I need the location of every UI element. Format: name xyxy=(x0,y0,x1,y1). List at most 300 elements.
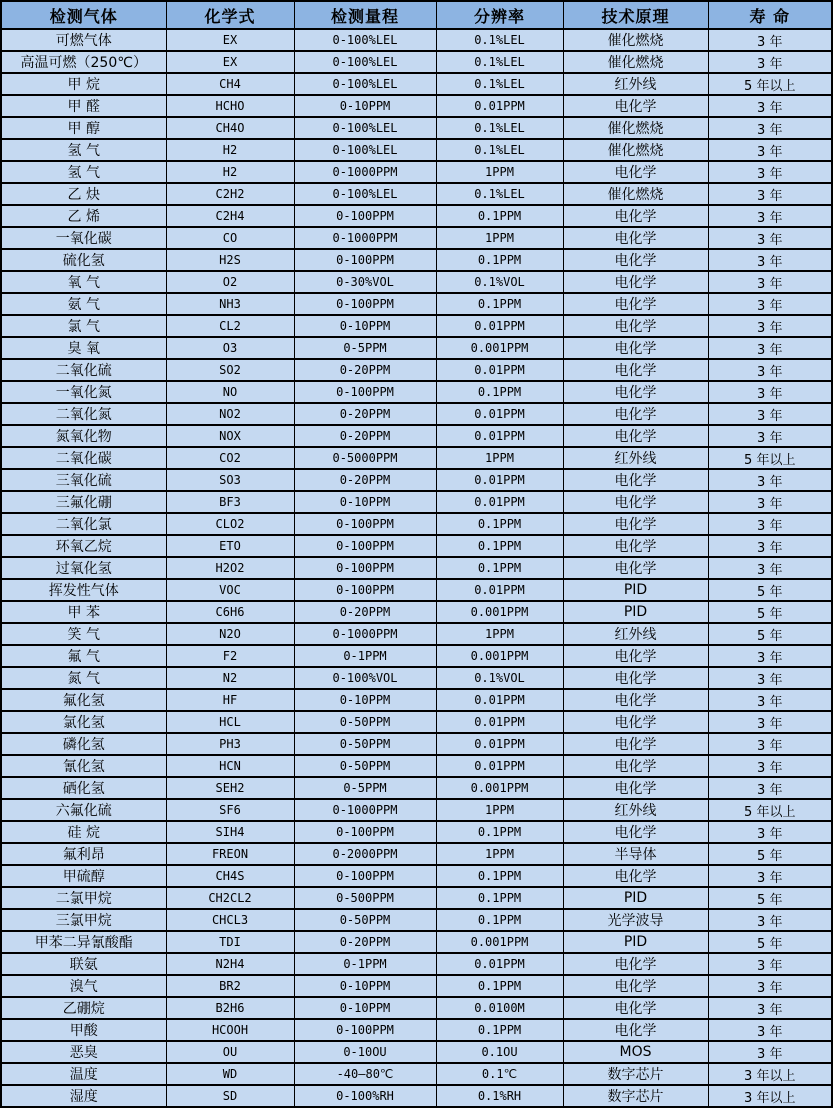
table-row xyxy=(1,51,832,73)
cell-formula: N2O xyxy=(166,623,294,645)
cell-gas: 氨 气 xyxy=(1,293,166,315)
cell-principle: 电化学 xyxy=(563,271,708,293)
cell-range: 0-100PPM xyxy=(294,381,436,403)
cell-formula: CH2CL2 xyxy=(166,887,294,909)
cell-resolution: 0.0100M xyxy=(436,997,563,1019)
column-header-gas: 检测气体 xyxy=(1,1,166,29)
cell-life: 3 年 xyxy=(708,51,832,73)
column-header-life: 寿 命 xyxy=(708,1,832,29)
cell-formula: NOX xyxy=(166,425,294,447)
cell-formula: HCHO xyxy=(166,95,294,117)
cell-range: 0-1000PPM xyxy=(294,623,436,645)
cell-formula: F2 xyxy=(166,645,294,667)
cell-gas: 甲 醇 xyxy=(1,117,166,139)
cell-range: 0-100%VOL xyxy=(294,667,436,689)
table-row xyxy=(1,1019,832,1041)
cell-resolution: 0.01PPM xyxy=(436,403,563,425)
cell-gas: 氮氧化物 xyxy=(1,425,166,447)
cell-gas: 温度 xyxy=(1,1063,166,1085)
cell-range: 0-100PPM xyxy=(294,821,436,843)
table-row xyxy=(1,1063,832,1085)
cell-resolution: 0.1%VOL xyxy=(436,271,563,293)
cell-range: 0-100%RH xyxy=(294,1085,436,1107)
cell-range: 0-100PPM xyxy=(294,557,436,579)
cell-life: 5 年以上 xyxy=(708,447,832,469)
cell-formula: N2 xyxy=(166,667,294,689)
cell-life: 3 年 xyxy=(708,689,832,711)
cell-gas: 甲苯二异氰酸酯 xyxy=(1,931,166,953)
cell-gas: 溴气 xyxy=(1,975,166,997)
table-header xyxy=(1,1,832,29)
cell-principle: 电化学 xyxy=(563,667,708,689)
cell-gas: 氢 气 xyxy=(1,161,166,183)
cell-gas: 二氧化氮 xyxy=(1,403,166,425)
cell-resolution: 1PPM xyxy=(436,161,563,183)
cell-principle: 电化学 xyxy=(563,403,708,425)
cell-range: 0-1PPM xyxy=(294,953,436,975)
cell-range: 0-10PPM xyxy=(294,689,436,711)
cell-principle: 电化学 xyxy=(563,1019,708,1041)
cell-resolution: 0.1PPM xyxy=(436,293,563,315)
table-row xyxy=(1,865,832,887)
cell-range: 0-100%LEL xyxy=(294,73,436,95)
cell-life: 3 年 xyxy=(708,755,832,777)
cell-principle: 电化学 xyxy=(563,821,708,843)
cell-range: 0-500PPM xyxy=(294,887,436,909)
cell-formula: N2H4 xyxy=(166,953,294,975)
cell-principle: PID xyxy=(563,887,708,909)
cell-gas: 过氧化氢 xyxy=(1,557,166,579)
table-row xyxy=(1,73,832,95)
cell-principle: 电化学 xyxy=(563,953,708,975)
cell-resolution: 0.1%LEL xyxy=(436,73,563,95)
cell-range: 0-100%LEL xyxy=(294,183,436,205)
table-row xyxy=(1,777,832,799)
cell-principle: 催化燃烧 xyxy=(563,183,708,205)
table-row xyxy=(1,755,832,777)
table-row xyxy=(1,535,832,557)
cell-formula: EX xyxy=(166,51,294,73)
cell-formula: WD xyxy=(166,1063,294,1085)
cell-principle: 电化学 xyxy=(563,535,708,557)
column-header-formula: 化学式 xyxy=(166,1,294,29)
table-row xyxy=(1,95,832,117)
cell-range: 0-20PPM xyxy=(294,601,436,623)
cell-formula: HCOOH xyxy=(166,1019,294,1041)
cell-principle: 电化学 xyxy=(563,249,708,271)
cell-resolution: 0.01PPM xyxy=(436,579,563,601)
table-row xyxy=(1,381,832,403)
table-row xyxy=(1,337,832,359)
cell-formula: HCL xyxy=(166,711,294,733)
cell-gas: 乙 烯 xyxy=(1,205,166,227)
table-row xyxy=(1,733,832,755)
table-row xyxy=(1,579,832,601)
cell-formula: NO xyxy=(166,381,294,403)
cell-resolution: 1PPM xyxy=(436,447,563,469)
cell-resolution: 0.1PPM xyxy=(436,887,563,909)
cell-life: 3 年 xyxy=(708,777,832,799)
cell-life: 3 年以上 xyxy=(708,1063,832,1085)
cell-principle: 红外线 xyxy=(563,623,708,645)
cell-range: 0-10OU xyxy=(294,1041,436,1063)
header-row xyxy=(1,1,832,29)
cell-formula: SD xyxy=(166,1085,294,1107)
cell-gas: 氯 气 xyxy=(1,315,166,337)
table-row xyxy=(1,227,832,249)
cell-principle: PID xyxy=(563,601,708,623)
cell-life: 3 年 xyxy=(708,139,832,161)
cell-life: 3 年 xyxy=(708,337,832,359)
cell-resolution: 0.1%VOL xyxy=(436,667,563,689)
cell-principle: 红外线 xyxy=(563,799,708,821)
cell-life: 3 年以上 xyxy=(708,1085,832,1107)
table-row xyxy=(1,557,832,579)
cell-life: 5 年 xyxy=(708,623,832,645)
table-row xyxy=(1,799,832,821)
cell-gas: 甲 苯 xyxy=(1,601,166,623)
cell-gas: 氮 气 xyxy=(1,667,166,689)
table-row xyxy=(1,271,832,293)
cell-resolution: 0.01PPM xyxy=(436,733,563,755)
cell-resolution: 0.1PPM xyxy=(436,975,563,997)
cell-resolution: 0.1PPM xyxy=(436,381,563,403)
cell-principle: 电化学 xyxy=(563,711,708,733)
cell-resolution: 0.1%RH xyxy=(436,1085,563,1107)
cell-resolution: 1PPM xyxy=(436,799,563,821)
cell-resolution: 0.01PPM xyxy=(436,469,563,491)
cell-life: 3 年 xyxy=(708,469,832,491)
cell-principle: 电化学 xyxy=(563,689,708,711)
cell-life: 3 年 xyxy=(708,975,832,997)
cell-gas: 甲酸 xyxy=(1,1019,166,1041)
cell-life: 3 年 xyxy=(708,227,832,249)
cell-life: 3 年 xyxy=(708,359,832,381)
cell-principle: 电化学 xyxy=(563,337,708,359)
cell-gas: 湿度 xyxy=(1,1085,166,1107)
cell-life: 5 年 xyxy=(708,579,832,601)
cell-gas: 乙硼烷 xyxy=(1,997,166,1019)
cell-resolution: 0.001PPM xyxy=(436,337,563,359)
table-row xyxy=(1,469,832,491)
cell-life: 3 年 xyxy=(708,711,832,733)
cell-life: 5 年以上 xyxy=(708,799,832,821)
cell-range: 0-10PPM xyxy=(294,315,436,337)
cell-gas: 笑 气 xyxy=(1,623,166,645)
cell-resolution: 0.1PPM xyxy=(436,205,563,227)
cell-range: 0-100%LEL xyxy=(294,139,436,161)
cell-principle: 半导体 xyxy=(563,843,708,865)
cell-life: 5 年 xyxy=(708,843,832,865)
cell-life: 3 年 xyxy=(708,667,832,689)
cell-principle: 电化学 xyxy=(563,733,708,755)
cell-principle: 电化学 xyxy=(563,381,708,403)
cell-gas: 硒化氢 xyxy=(1,777,166,799)
cell-gas: 氟化氢 xyxy=(1,689,166,711)
cell-life: 3 年 xyxy=(708,381,832,403)
cell-formula: TDI xyxy=(166,931,294,953)
cell-formula: CH4O xyxy=(166,117,294,139)
cell-gas: 二氧化硫 xyxy=(1,359,166,381)
cell-formula: BF3 xyxy=(166,491,294,513)
cell-range: 0-10PPM xyxy=(294,491,436,513)
cell-formula: ETO xyxy=(166,535,294,557)
cell-formula: HCN xyxy=(166,755,294,777)
cell-resolution: 0.1%LEL xyxy=(436,117,563,139)
cell-resolution: 0.01PPM xyxy=(436,755,563,777)
cell-range: 0-1000PPM xyxy=(294,799,436,821)
cell-range: 0-10PPM xyxy=(294,95,436,117)
cell-life: 3 年 xyxy=(708,293,832,315)
cell-resolution: 0.1PPM xyxy=(436,1019,563,1041)
cell-life: 3 年 xyxy=(708,29,832,51)
table-row xyxy=(1,29,832,51)
cell-formula: SO2 xyxy=(166,359,294,381)
cell-resolution: 0.1PPM xyxy=(436,535,563,557)
cell-gas: 三氯甲烷 xyxy=(1,909,166,931)
cell-principle: 催化燃烧 xyxy=(563,51,708,73)
cell-resolution: 0.01PPM xyxy=(436,425,563,447)
cell-resolution: 0.1%LEL xyxy=(436,29,563,51)
cell-gas: 乙 炔 xyxy=(1,183,166,205)
cell-principle: 电化学 xyxy=(563,865,708,887)
table-row xyxy=(1,843,832,865)
cell-life: 3 年 xyxy=(708,821,832,843)
cell-formula: CL2 xyxy=(166,315,294,337)
cell-gas: 二氧化氯 xyxy=(1,513,166,535)
cell-life: 3 年 xyxy=(708,997,832,1019)
cell-range: 0-100PPM xyxy=(294,579,436,601)
cell-range: 0-10PPM xyxy=(294,997,436,1019)
cell-formula: FREON xyxy=(166,843,294,865)
cell-gas: 硫化氢 xyxy=(1,249,166,271)
cell-resolution: 0.01PPM xyxy=(436,315,563,337)
cell-formula: VOC xyxy=(166,579,294,601)
cell-gas: 可燃气体 xyxy=(1,29,166,51)
cell-resolution: 0.1%LEL xyxy=(436,51,563,73)
cell-life: 3 年 xyxy=(708,1019,832,1041)
cell-range: 0-50PPM xyxy=(294,711,436,733)
cell-range: 0-100%LEL xyxy=(294,117,436,139)
cell-resolution: 0.1℃ xyxy=(436,1063,563,1085)
table-row xyxy=(1,293,832,315)
cell-principle: 电化学 xyxy=(563,557,708,579)
cell-formula: SF6 xyxy=(166,799,294,821)
table-row xyxy=(1,491,832,513)
cell-range: 0-20PPM xyxy=(294,359,436,381)
cell-range: 0-100PPM xyxy=(294,535,436,557)
cell-principle: 红外线 xyxy=(563,73,708,95)
cell-life: 3 年 xyxy=(708,403,832,425)
column-header-range: 检测量程 xyxy=(294,1,436,29)
cell-formula: H2 xyxy=(166,161,294,183)
table-row xyxy=(1,931,832,953)
table-row xyxy=(1,139,832,161)
cell-formula: O3 xyxy=(166,337,294,359)
cell-principle: 红外线 xyxy=(563,447,708,469)
cell-resolution: 0.01PPM xyxy=(436,953,563,975)
cell-range: 0-30%VOL xyxy=(294,271,436,293)
cell-life: 3 年 xyxy=(708,557,832,579)
cell-life: 5 年 xyxy=(708,887,832,909)
cell-formula: CO xyxy=(166,227,294,249)
cell-life: 5 年 xyxy=(708,601,832,623)
cell-formula: H2 xyxy=(166,139,294,161)
cell-resolution: 0.1PPM xyxy=(436,821,563,843)
cell-resolution: 0.001PPM xyxy=(436,931,563,953)
table-row xyxy=(1,975,832,997)
cell-gas: 磷化氢 xyxy=(1,733,166,755)
cell-formula: CLO2 xyxy=(166,513,294,535)
cell-principle: 电化学 xyxy=(563,755,708,777)
cell-range: 0-50PPM xyxy=(294,755,436,777)
cell-range: 0-5PPM xyxy=(294,777,436,799)
cell-principle: 电化学 xyxy=(563,205,708,227)
cell-resolution: 0.01PPM xyxy=(436,95,563,117)
cell-life: 5 年 xyxy=(708,931,832,953)
cell-principle: 催化燃烧 xyxy=(563,139,708,161)
cell-life: 3 年 xyxy=(708,733,832,755)
column-header-principle: 技术原理 xyxy=(563,1,708,29)
cell-formula: OU xyxy=(166,1041,294,1063)
cell-life: 3 年 xyxy=(708,315,832,337)
cell-formula: SO3 xyxy=(166,469,294,491)
cell-gas: 三氟化硼 xyxy=(1,491,166,513)
cell-range: 0-10PPM xyxy=(294,975,436,997)
cell-gas: 甲硫醇 xyxy=(1,865,166,887)
cell-range: 0-50PPM xyxy=(294,909,436,931)
cell-range: 0-1PPM xyxy=(294,645,436,667)
table-row xyxy=(1,601,832,623)
cell-range: 0-100PPM xyxy=(294,293,436,315)
cell-resolution: 0.1OU xyxy=(436,1041,563,1063)
cell-formula: CO2 xyxy=(166,447,294,469)
cell-gas: 氢 气 xyxy=(1,139,166,161)
cell-range: 0-20PPM xyxy=(294,931,436,953)
cell-formula: SIH4 xyxy=(166,821,294,843)
cell-gas: 环氧乙烷 xyxy=(1,535,166,557)
table-row xyxy=(1,623,832,645)
cell-gas: 高温可燃（250℃） xyxy=(1,51,166,73)
table-row xyxy=(1,909,832,931)
cell-formula: O2 xyxy=(166,271,294,293)
cell-range: 0-50PPM xyxy=(294,733,436,755)
cell-principle: 电化学 xyxy=(563,425,708,447)
cell-life: 5 年以上 xyxy=(708,73,832,95)
cell-resolution: 0.001PPM xyxy=(436,601,563,623)
cell-gas: 氰化氢 xyxy=(1,755,166,777)
cell-resolution: 0.1PPM xyxy=(436,513,563,535)
table-row xyxy=(1,1085,832,1107)
cell-gas: 六氟化硫 xyxy=(1,799,166,821)
table-row xyxy=(1,447,832,469)
cell-principle: 电化学 xyxy=(563,491,708,513)
table-row xyxy=(1,667,832,689)
table-row xyxy=(1,711,832,733)
cell-life: 3 年 xyxy=(708,425,832,447)
cell-formula: C2H2 xyxy=(166,183,294,205)
cell-principle: 数字芯片 xyxy=(563,1063,708,1085)
cell-range: 0-100PPM xyxy=(294,249,436,271)
cell-principle: 催化燃烧 xyxy=(563,117,708,139)
cell-resolution: 0.01PPM xyxy=(436,359,563,381)
cell-range: -40—80℃ xyxy=(294,1063,436,1085)
cell-gas: 一氧化氮 xyxy=(1,381,166,403)
table-row xyxy=(1,249,832,271)
cell-formula: SEH2 xyxy=(166,777,294,799)
cell-formula: HF xyxy=(166,689,294,711)
cell-principle: 电化学 xyxy=(563,469,708,491)
cell-range: 0-100PPM xyxy=(294,1019,436,1041)
cell-range: 0-20PPM xyxy=(294,469,436,491)
cell-principle: MOS xyxy=(563,1041,708,1063)
cell-principle: 电化学 xyxy=(563,95,708,117)
cell-formula: NO2 xyxy=(166,403,294,425)
cell-formula: C6H6 xyxy=(166,601,294,623)
cell-principle: 电化学 xyxy=(563,293,708,315)
cell-principle: 催化燃烧 xyxy=(563,29,708,51)
cell-gas: 臭 氧 xyxy=(1,337,166,359)
table-row xyxy=(1,161,832,183)
table-row xyxy=(1,403,832,425)
cell-gas: 联氨 xyxy=(1,953,166,975)
cell-life: 3 年 xyxy=(708,535,832,557)
cell-resolution: 0.001PPM xyxy=(436,645,563,667)
cell-formula: C2H4 xyxy=(166,205,294,227)
cell-gas: 氧 气 xyxy=(1,271,166,293)
cell-resolution: 0.01PPM xyxy=(436,711,563,733)
cell-resolution: 0.1%LEL xyxy=(436,183,563,205)
cell-formula: CH4S xyxy=(166,865,294,887)
cell-range: 0-100PPM xyxy=(294,865,436,887)
cell-gas: 氟 气 xyxy=(1,645,166,667)
cell-life: 3 年 xyxy=(708,183,832,205)
cell-principle: PID xyxy=(563,931,708,953)
cell-principle: 电化学 xyxy=(563,513,708,535)
cell-principle: 电化学 xyxy=(563,997,708,1019)
cell-principle: 数字芯片 xyxy=(563,1085,708,1107)
cell-formula: H2S xyxy=(166,249,294,271)
cell-formula: BR2 xyxy=(166,975,294,997)
cell-resolution: 0.001PPM xyxy=(436,777,563,799)
cell-principle: 电化学 xyxy=(563,645,708,667)
cell-principle: 电化学 xyxy=(563,161,708,183)
cell-range: 0-5000PPM xyxy=(294,447,436,469)
cell-formula: NH3 xyxy=(166,293,294,315)
cell-resolution: 0.1PPM xyxy=(436,865,563,887)
cell-gas: 甲 醛 xyxy=(1,95,166,117)
cell-gas: 氟利昂 xyxy=(1,843,166,865)
cell-life: 3 年 xyxy=(708,271,832,293)
cell-life: 3 年 xyxy=(708,161,832,183)
cell-principle: 光学波导 xyxy=(563,909,708,931)
table-row xyxy=(1,425,832,447)
cell-life: 3 年 xyxy=(708,645,832,667)
cell-range: 0-20PPM xyxy=(294,403,436,425)
cell-gas: 三氧化硫 xyxy=(1,469,166,491)
cell-life: 3 年 xyxy=(708,953,832,975)
cell-resolution: 0.1%LEL xyxy=(436,139,563,161)
cell-gas: 恶臭 xyxy=(1,1041,166,1063)
table-row xyxy=(1,513,832,535)
table-row xyxy=(1,1041,832,1063)
cell-principle: PID xyxy=(563,579,708,601)
cell-range: 0-100%LEL xyxy=(294,29,436,51)
cell-resolution: 1PPM xyxy=(436,623,563,645)
table-row xyxy=(1,821,832,843)
cell-range: 0-2000PPM xyxy=(294,843,436,865)
cell-principle: 电化学 xyxy=(563,227,708,249)
